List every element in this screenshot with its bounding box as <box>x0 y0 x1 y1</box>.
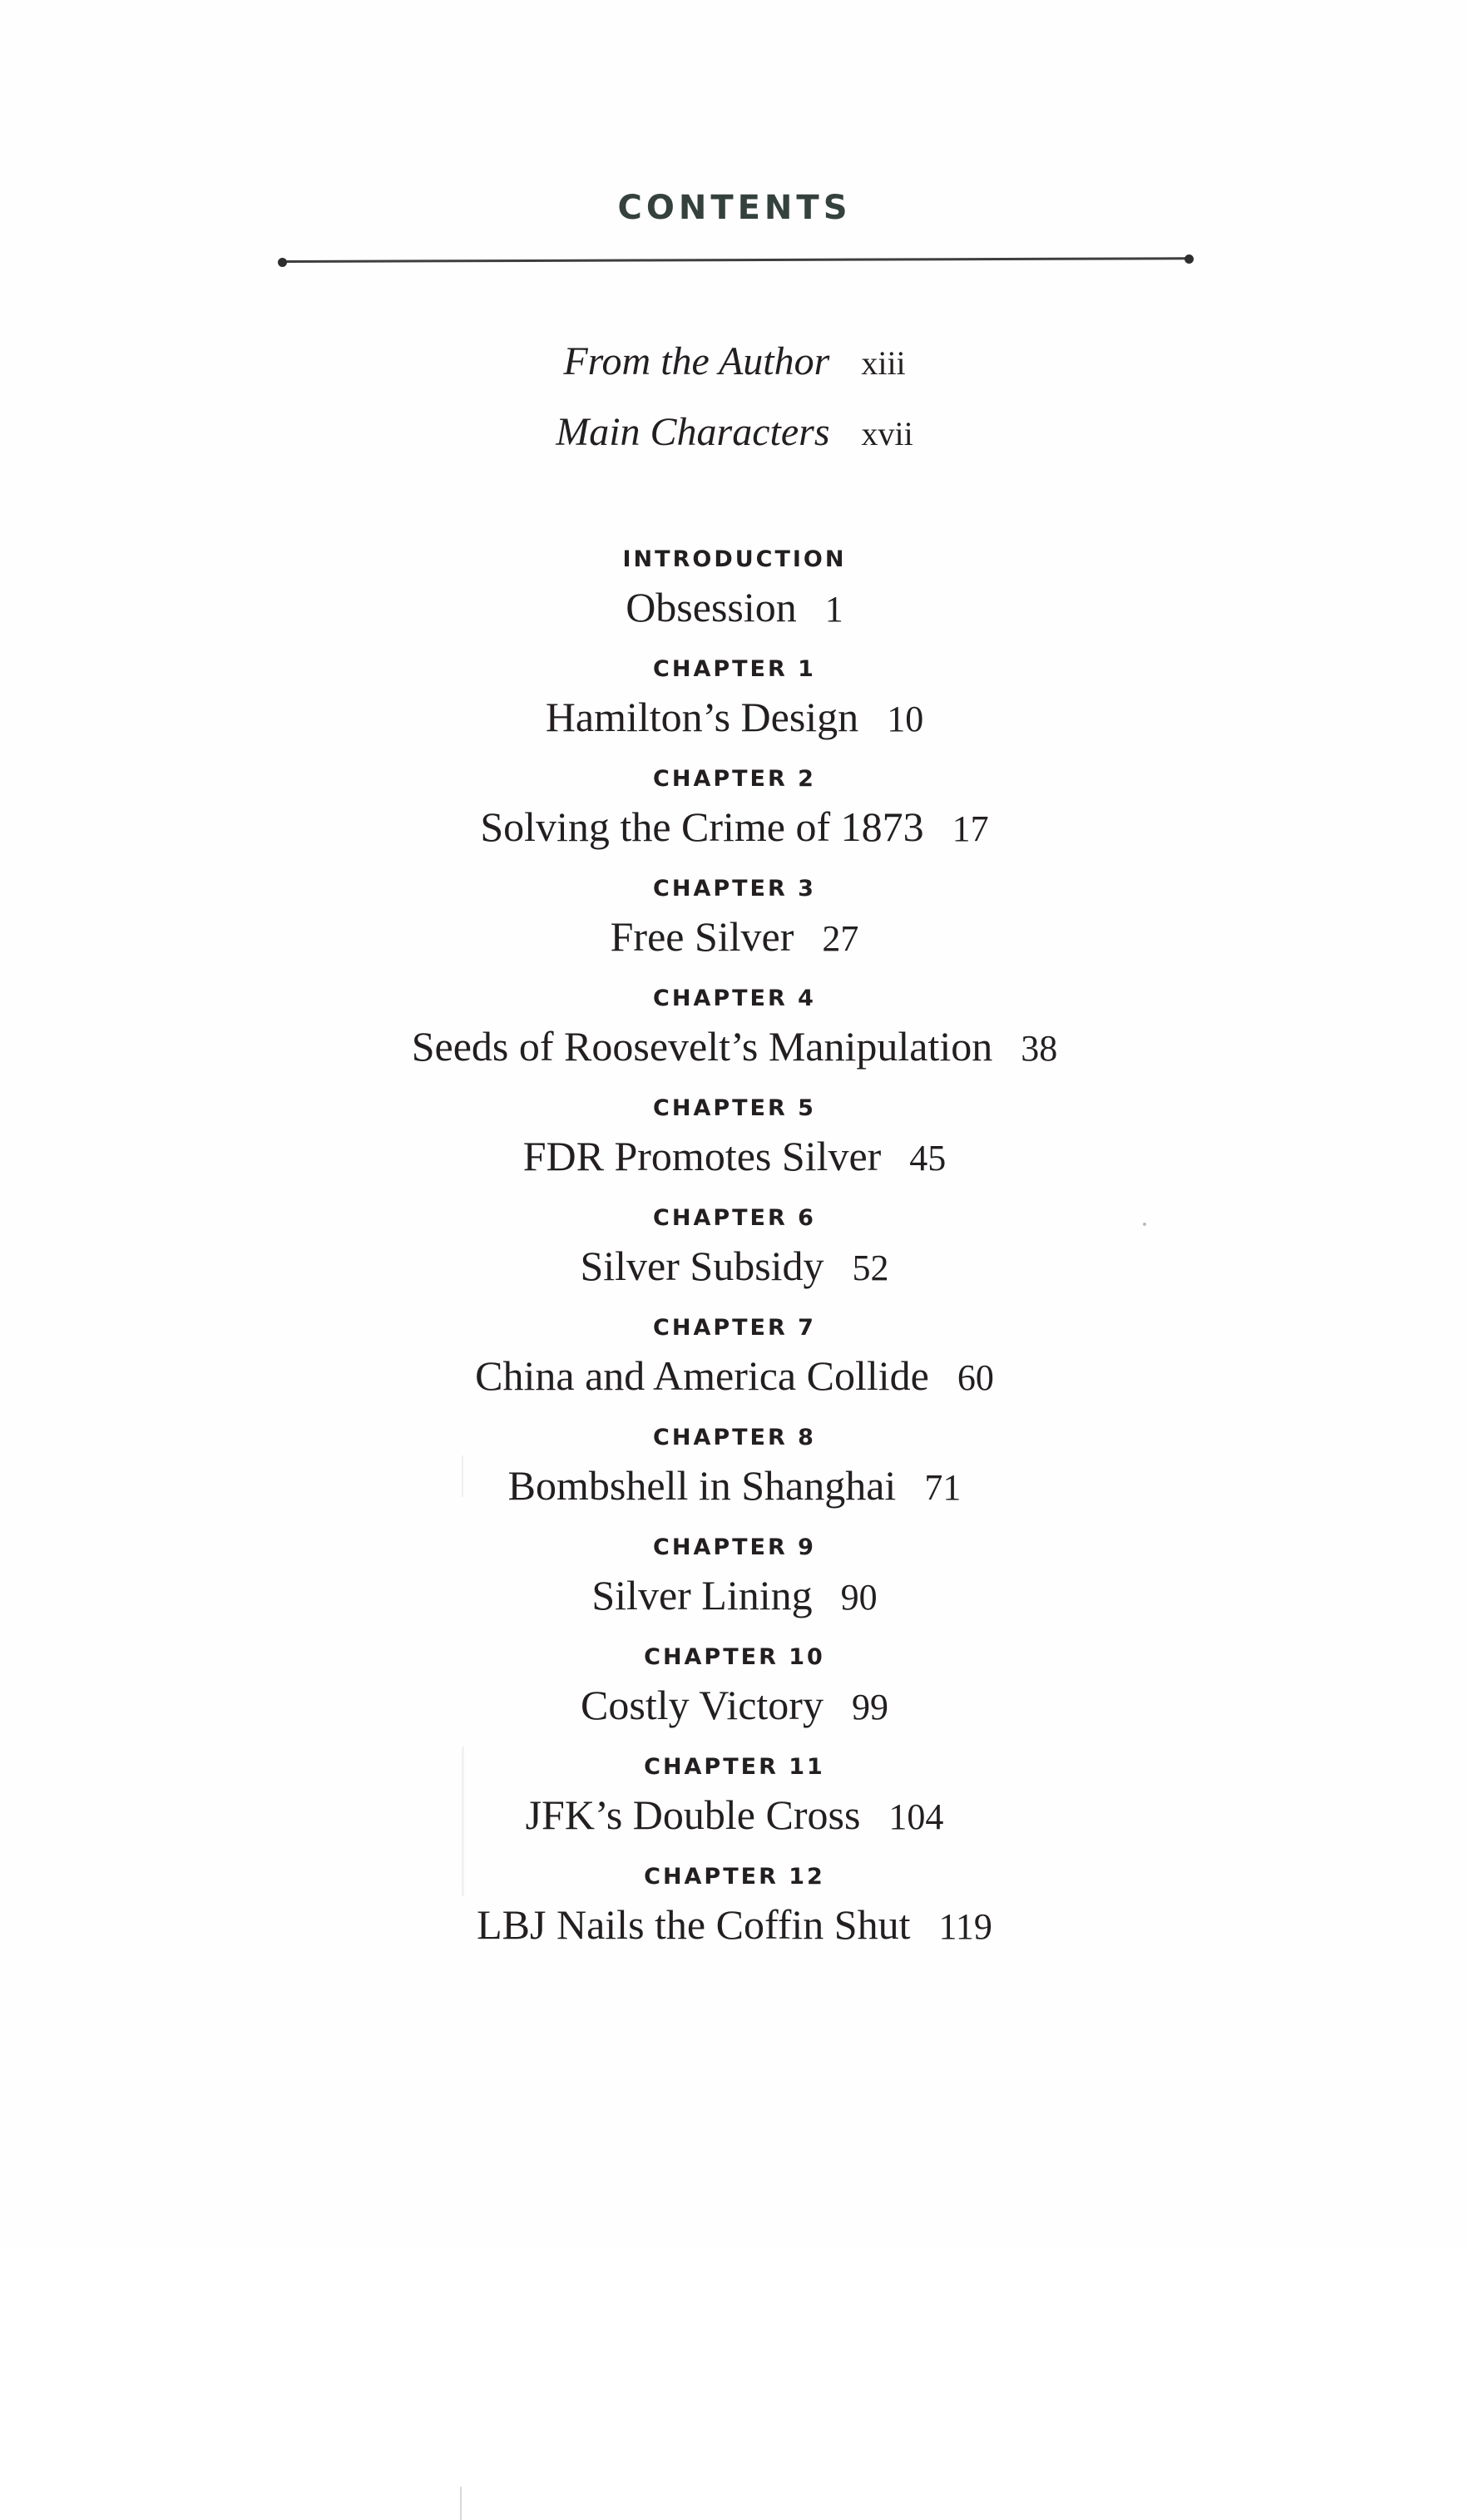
entry-title: JFK’s Double Cross <box>525 1791 861 1838</box>
front-matter-title: Main Characters <box>556 410 830 454</box>
toc-entry[interactable] <box>0 1240 1469 1294</box>
page-title: CONTENTS <box>617 189 852 227</box>
entry-page: 45 <box>909 1138 947 1178</box>
entry-title: Seeds of Roosevelt’s Manipulation <box>411 1023 993 1070</box>
title-divider-rule <box>281 260 1190 264</box>
entry-title: Silver Lining <box>591 1572 813 1618</box>
divider-end-dot-left <box>278 258 287 267</box>
scan-artifact <box>462 1455 463 1497</box>
entry-title: LBJ Nails the Coffin Shut <box>477 1901 911 1948</box>
entry-title: Costly Victory <box>581 1682 824 1728</box>
toc-entry[interactable] <box>0 1460 1469 1514</box>
toc-entry[interactable] <box>0 1679 1469 1733</box>
entry-page: 90 <box>840 1577 878 1618</box>
chapter-label: CHAPTER 3 <box>653 876 816 902</box>
scan-artifact <box>462 1747 464 1896</box>
toc-entry[interactable] <box>0 691 1469 745</box>
chapter-label: CHAPTER 4 <box>653 986 816 1011</box>
chapter-label: CHAPTER 12 <box>644 1864 825 1890</box>
scan-artifact <box>460 2487 462 2520</box>
toc-entry[interactable] <box>0 1569 1469 1623</box>
chapter-label: CHAPTER 1 <box>653 656 816 682</box>
section-label: INTRODUCTION <box>622 546 847 572</box>
chapter-label: CHAPTER 5 <box>653 1095 816 1121</box>
front-matter-item[interactable] <box>0 408 1469 459</box>
divider-line <box>286 257 1185 263</box>
entry-page: 119 <box>938 1906 992 1947</box>
entry-title: Hamilton’s Design <box>545 694 859 740</box>
chapter-label: CHAPTER 11 <box>644 1754 825 1780</box>
entry-title: Free Silver <box>610 913 794 960</box>
front-matter-item[interactable] <box>0 337 1469 388</box>
entry-page: 38 <box>1021 1028 1058 1069</box>
entry-page: 1 <box>824 589 843 630</box>
chapter-label: CHAPTER 2 <box>653 766 816 792</box>
entry-title: Solving the Crime of 1873 <box>480 803 924 850</box>
entry-title: Bombshell in Shanghai <box>507 1462 897 1509</box>
entry-page: 99 <box>851 1687 888 1727</box>
entry-title: Silver Subsidy <box>580 1243 824 1289</box>
toc-entry[interactable] <box>0 911 1469 965</box>
divider-end-dot-right <box>1185 254 1194 264</box>
front-matter-title: From the Author <box>563 339 830 383</box>
toc-entry[interactable] <box>0 581 1469 635</box>
entry-page: 60 <box>957 1357 994 1398</box>
entry-title: FDR Promotes Silver <box>522 1133 882 1179</box>
front-matter-page: xvii <box>861 415 913 452</box>
entry-page: 27 <box>822 918 859 959</box>
chapter-label: CHAPTER 9 <box>653 1534 816 1560</box>
entry-page: 104 <box>888 1796 944 1837</box>
entry-page: 52 <box>852 1248 889 1288</box>
toc-entry[interactable] <box>0 1020 1469 1075</box>
toc-entry[interactable] <box>0 1350 1469 1404</box>
entry-title: Obsession <box>626 584 797 630</box>
chapter-label: CHAPTER 7 <box>653 1315 816 1341</box>
entry-page: 10 <box>887 699 924 739</box>
entry-title: China and America Collide <box>475 1352 929 1399</box>
chapter-label: CHAPTER 10 <box>644 1644 825 1670</box>
toc-entry[interactable] <box>0 1130 1469 1184</box>
chapter-label: CHAPTER 6 <box>653 1205 816 1231</box>
toc-entry[interactable] <box>0 1789 1469 1843</box>
chapter-label: CHAPTER 8 <box>653 1425 816 1450</box>
toc-entry[interactable] <box>0 1899 1469 1953</box>
front-matter-page: xiii <box>861 344 906 382</box>
scan-speck <box>1143 1223 1146 1226</box>
entry-page: 71 <box>924 1467 962 1508</box>
toc-entry[interactable] <box>0 801 1469 855</box>
entry-page: 17 <box>952 808 989 849</box>
